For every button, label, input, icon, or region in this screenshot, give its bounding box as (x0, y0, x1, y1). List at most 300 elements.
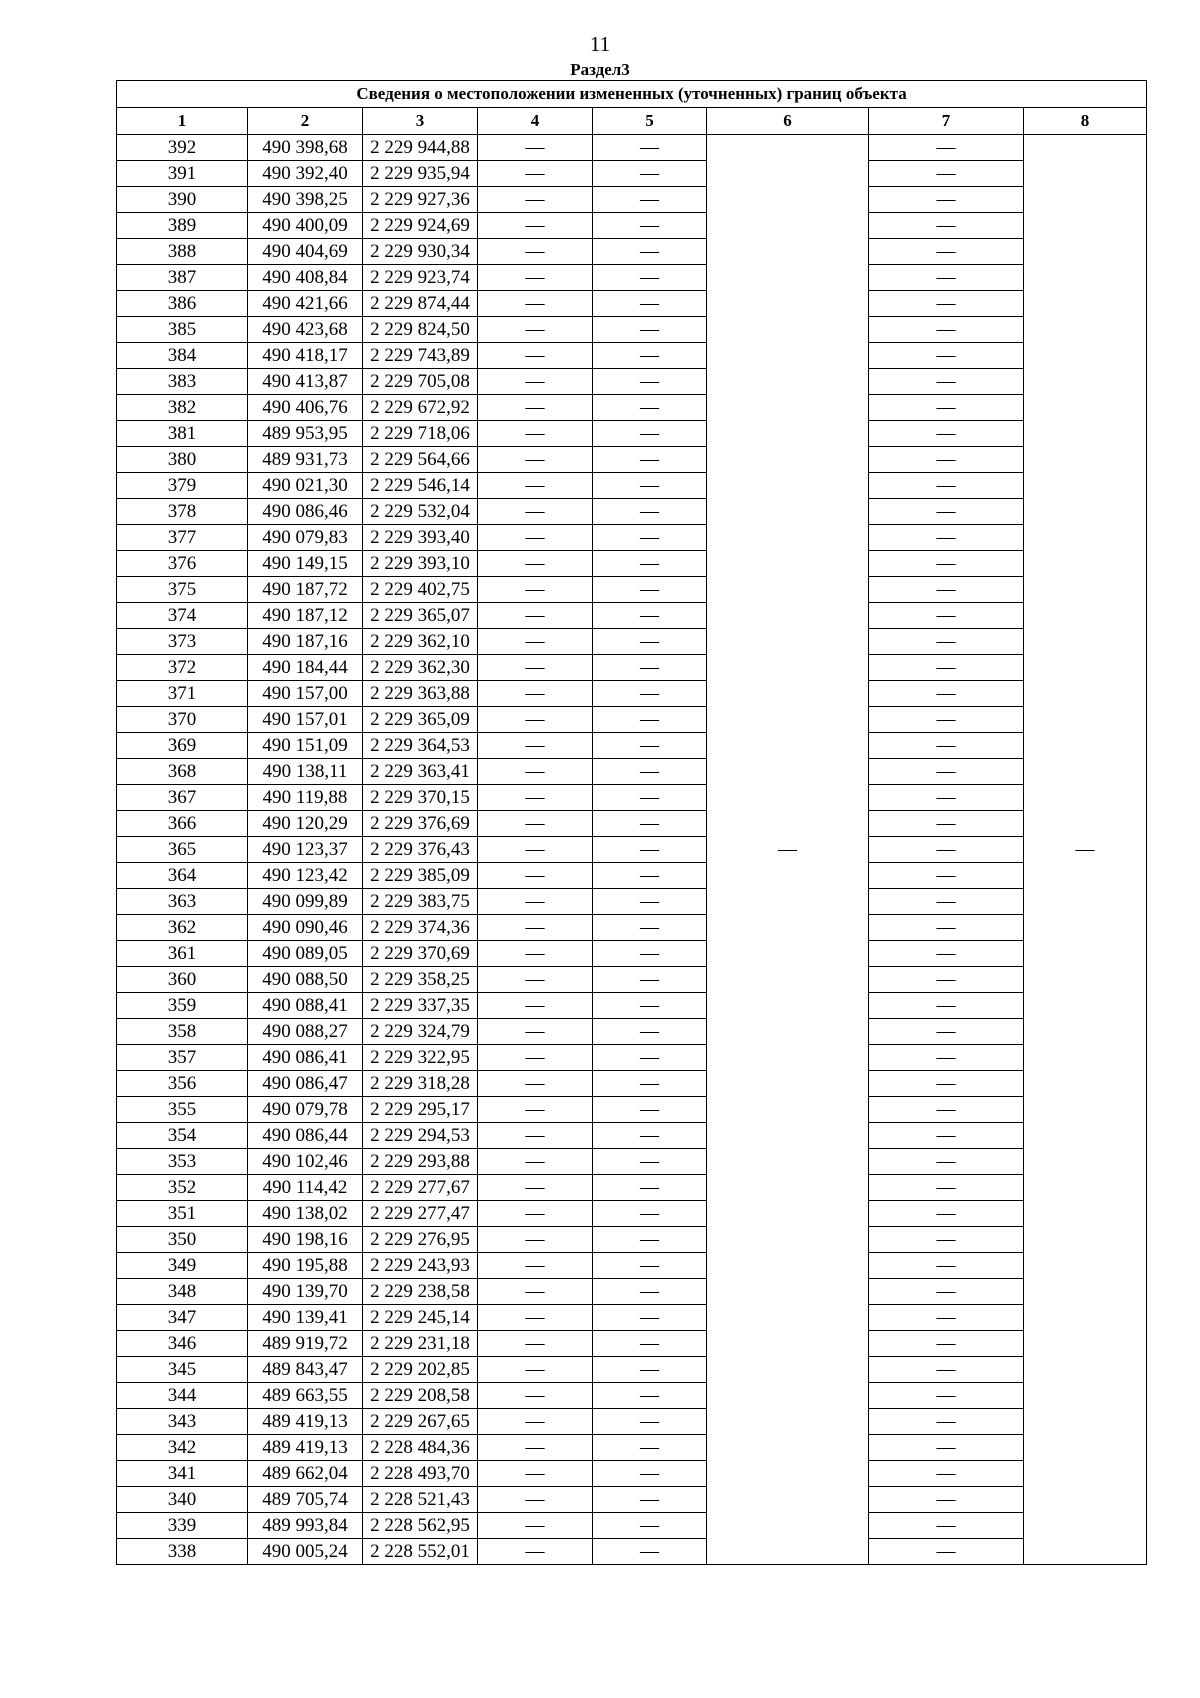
column-header: 1 (117, 108, 248, 135)
x-coordinate-cell: 490 400,09 (248, 213, 363, 239)
col5-cell: — (593, 1279, 707, 1305)
col5-cell: — (593, 473, 707, 499)
point-number-cell: 372 (117, 655, 248, 681)
y-coordinate-cell: 2 229 393,10 (363, 551, 478, 577)
table-row (117, 187, 1147, 213)
point-number-cell: 367 (117, 785, 248, 811)
col7-cell: — (869, 603, 1024, 629)
y-coordinate-cell: 2 229 324,79 (363, 1019, 478, 1045)
point-number-cell: 339 (117, 1513, 248, 1539)
col4-cell: — (478, 447, 593, 473)
col5-cell: — (593, 343, 707, 369)
x-coordinate-cell: 490 079,78 (248, 1097, 363, 1123)
col4-cell: — (478, 525, 593, 551)
col7-cell: — (869, 343, 1024, 369)
point-number-cell: 383 (117, 369, 248, 395)
col5-cell: — (593, 1149, 707, 1175)
x-coordinate-cell: 490 149,15 (248, 551, 363, 577)
col4-cell: — (478, 733, 593, 759)
x-coordinate-cell: 490 089,05 (248, 941, 363, 967)
col7-cell: — (869, 759, 1024, 785)
y-coordinate-cell: 2 229 294,53 (363, 1123, 478, 1149)
y-coordinate-cell: 2 229 564,66 (363, 447, 478, 473)
col7-cell: — (869, 239, 1024, 265)
col7-cell: — (869, 915, 1024, 941)
table-row (117, 551, 1147, 577)
x-coordinate-cell: 490 187,72 (248, 577, 363, 603)
table-row (117, 655, 1147, 681)
table-row (117, 785, 1147, 811)
col7-cell: — (869, 1019, 1024, 1045)
point-number-cell: 359 (117, 993, 248, 1019)
col4-cell: — (478, 941, 593, 967)
col5-cell: — (593, 421, 707, 447)
y-coordinate-cell: 2 229 358,25 (363, 967, 478, 993)
y-coordinate-cell: 2 229 385,09 (363, 863, 478, 889)
y-coordinate-cell: 2 229 370,15 (363, 785, 478, 811)
col7-cell: — (869, 655, 1024, 681)
y-coordinate-cell: 2 229 295,17 (363, 1097, 478, 1123)
y-coordinate-cell: 2 229 546,14 (363, 473, 478, 499)
table-row (117, 1539, 1147, 1565)
col7-cell: — (869, 1149, 1024, 1175)
column-header: 7 (869, 108, 1024, 135)
col5-cell: — (593, 1357, 707, 1383)
point-number-cell: 341 (117, 1461, 248, 1487)
y-coordinate-cell: 2 229 243,93 (363, 1253, 478, 1279)
col5-cell: — (593, 1097, 707, 1123)
point-number-cell: 388 (117, 239, 248, 265)
col7-cell: — (869, 1409, 1024, 1435)
page-number: 11 (589, 32, 611, 56)
table-row (117, 1071, 1147, 1097)
col7-cell: — (869, 1253, 1024, 1279)
point-number-cell: 368 (117, 759, 248, 785)
col5-cell: — (593, 1513, 707, 1539)
col7-cell: — (869, 291, 1024, 317)
col7-cell: — (869, 1461, 1024, 1487)
table-row (117, 941, 1147, 967)
col7-cell: — (869, 889, 1024, 915)
table-row (117, 915, 1147, 941)
col4-cell: — (478, 1149, 593, 1175)
col5-cell: — (593, 395, 707, 421)
table-row (117, 681, 1147, 707)
col5-cell: — (593, 1539, 707, 1565)
col4-cell: — (478, 785, 593, 811)
point-number-cell: 366 (117, 811, 248, 837)
point-number-cell: 390 (117, 187, 248, 213)
y-coordinate-cell: 2 229 930,34 (363, 239, 478, 265)
col4-cell: — (478, 1097, 593, 1123)
point-number-cell: 382 (117, 395, 248, 421)
table-row (117, 265, 1147, 291)
col5-cell: — (593, 213, 707, 239)
point-number-cell: 355 (117, 1097, 248, 1123)
col7-cell: — (869, 1305, 1024, 1331)
point-number-cell: 347 (117, 1305, 248, 1331)
point-number-cell: 352 (117, 1175, 248, 1201)
col4-cell: — (478, 837, 593, 863)
col5-cell: — (593, 759, 707, 785)
col4-cell: — (478, 1487, 593, 1513)
y-coordinate-cell: 2 229 202,85 (363, 1357, 478, 1383)
col4-cell: — (478, 707, 593, 733)
table-row (117, 1149, 1147, 1175)
col5-cell: — (593, 525, 707, 551)
col7-cell: — (869, 1383, 1024, 1409)
col7-cell: — (869, 629, 1024, 655)
y-coordinate-cell: 2 229 322,95 (363, 1045, 478, 1071)
y-coordinate-cell: 2 229 393,40 (363, 525, 478, 551)
col7-cell: — (869, 135, 1024, 161)
x-coordinate-cell: 489 953,95 (248, 421, 363, 447)
col7-cell: — (869, 681, 1024, 707)
x-coordinate-cell: 490 099,89 (248, 889, 363, 915)
table-row (117, 733, 1147, 759)
x-coordinate-cell: 490 120,29 (248, 811, 363, 837)
table-row (117, 291, 1147, 317)
point-number-cell: 387 (117, 265, 248, 291)
y-coordinate-cell: 2 229 238,58 (363, 1279, 478, 1305)
col7-cell: — (869, 1435, 1024, 1461)
x-coordinate-cell: 490 102,46 (248, 1149, 363, 1175)
x-coordinate-cell: 490 086,44 (248, 1123, 363, 1149)
col4-cell: — (478, 1513, 593, 1539)
x-coordinate-cell: 489 663,55 (248, 1383, 363, 1409)
table-row (117, 343, 1147, 369)
x-coordinate-cell: 490 406,76 (248, 395, 363, 421)
point-number-cell: 343 (117, 1409, 248, 1435)
col4-cell: — (478, 655, 593, 681)
col4-cell: — (478, 915, 593, 941)
x-coordinate-cell: 490 404,69 (248, 239, 363, 265)
col5-cell: — (593, 707, 707, 733)
table-row (117, 1461, 1147, 1487)
col4-cell: — (478, 1227, 593, 1253)
col7-cell: — (869, 1331, 1024, 1357)
column-header-row (117, 108, 1147, 135)
table-row (117, 1227, 1147, 1253)
table-row (117, 1019, 1147, 1045)
point-number-cell: 377 (117, 525, 248, 551)
x-coordinate-cell: 490 187,12 (248, 603, 363, 629)
y-coordinate-cell: 2 229 370,69 (363, 941, 478, 967)
col5-cell: — (593, 811, 707, 837)
col5-cell: — (593, 889, 707, 915)
col4-cell: — (478, 1175, 593, 1201)
x-coordinate-cell: 490 088,50 (248, 967, 363, 993)
x-coordinate-cell: 490 198,16 (248, 1227, 363, 1253)
point-number-cell: 345 (117, 1357, 248, 1383)
table-row (117, 1201, 1147, 1227)
point-number-cell: 358 (117, 1019, 248, 1045)
coordinates-table (116, 80, 1147, 1565)
col5-cell: — (593, 967, 707, 993)
y-coordinate-cell: 2 229 245,14 (363, 1305, 478, 1331)
table-row (117, 421, 1147, 447)
col4-cell: — (478, 317, 593, 343)
y-coordinate-cell: 2 228 521,43 (363, 1487, 478, 1513)
col4-cell: — (478, 265, 593, 291)
table-row (117, 993, 1147, 1019)
y-coordinate-cell: 2 229 874,44 (363, 291, 478, 317)
table-row (117, 447, 1147, 473)
x-coordinate-cell: 490 119,88 (248, 785, 363, 811)
col4-cell: — (478, 551, 593, 577)
col4-cell: — (478, 473, 593, 499)
y-coordinate-cell: 2 229 923,74 (363, 265, 478, 291)
x-coordinate-cell: 490 138,11 (248, 759, 363, 785)
col5-cell: — (593, 1331, 707, 1357)
col5-cell: — (593, 1435, 707, 1461)
point-number-cell: 392 (117, 135, 248, 161)
table-caption: Сведения о местоположении измененных (уточненных) границ объекта (117, 81, 1147, 108)
point-number-cell: 381 (117, 421, 248, 447)
y-coordinate-cell: 2 229 277,47 (363, 1201, 478, 1227)
table-row (117, 863, 1147, 889)
col4-cell: — (478, 889, 593, 915)
table-row (117, 889, 1147, 915)
point-number-cell: 380 (117, 447, 248, 473)
col7-cell: — (869, 1201, 1024, 1227)
col5-cell: — (593, 187, 707, 213)
x-coordinate-cell: 490 187,16 (248, 629, 363, 655)
col7-cell: — (869, 1513, 1024, 1539)
x-coordinate-cell: 489 931,73 (248, 447, 363, 473)
table-row (117, 369, 1147, 395)
col7-cell: — (869, 187, 1024, 213)
col5-cell: — (593, 785, 707, 811)
y-coordinate-cell: 2 229 293,88 (363, 1149, 478, 1175)
col5-cell: — (593, 915, 707, 941)
table-row (117, 1045, 1147, 1071)
point-number-cell: 376 (117, 551, 248, 577)
table-row (117, 1097, 1147, 1123)
col7-cell: — (869, 265, 1024, 291)
table-row (117, 577, 1147, 603)
table-row (117, 213, 1147, 239)
column-header: 2 (248, 108, 363, 135)
x-coordinate-cell: 490 157,01 (248, 707, 363, 733)
col4-cell: — (478, 291, 593, 317)
col7-cell: — (869, 1071, 1024, 1097)
x-coordinate-cell: 490 139,41 (248, 1305, 363, 1331)
col7-cell: — (869, 1487, 1024, 1513)
col7-cell: — (869, 1097, 1024, 1123)
col7-cell: — (869, 941, 1024, 967)
y-coordinate-cell: 2 229 363,88 (363, 681, 478, 707)
y-coordinate-cell: 2 229 743,89 (363, 343, 478, 369)
table-row (117, 837, 1147, 863)
col4-cell: — (478, 1019, 593, 1045)
table-row (117, 1331, 1147, 1357)
col5-cell: — (593, 577, 707, 603)
col4-cell: — (478, 343, 593, 369)
col7-cell: — (869, 577, 1024, 603)
x-coordinate-cell: 490 088,27 (248, 1019, 363, 1045)
point-number-cell: 369 (117, 733, 248, 759)
table-row (117, 1383, 1147, 1409)
point-number-cell: 385 (117, 317, 248, 343)
table-row (117, 135, 1147, 161)
col7-cell: — (869, 1045, 1024, 1071)
col5-cell: — (593, 265, 707, 291)
table-row (117, 1279, 1147, 1305)
col7-cell: — (869, 811, 1024, 837)
col4-cell: — (478, 161, 593, 187)
y-coordinate-cell: 2 229 362,30 (363, 655, 478, 681)
point-number-cell: 356 (117, 1071, 248, 1097)
x-coordinate-cell: 490 079,83 (248, 525, 363, 551)
x-coordinate-cell: 490 408,84 (248, 265, 363, 291)
table-row (117, 1513, 1147, 1539)
table-row (117, 1435, 1147, 1461)
point-number-cell: 357 (117, 1045, 248, 1071)
y-coordinate-cell: 2 229 944,88 (363, 135, 478, 161)
col4-cell: — (478, 1253, 593, 1279)
column-header: 3 (363, 108, 478, 135)
col4-cell: — (478, 1357, 593, 1383)
table-row (117, 1357, 1147, 1383)
col5-cell: — (593, 369, 707, 395)
x-coordinate-cell: 490 090,46 (248, 915, 363, 941)
point-number-cell: 344 (117, 1383, 248, 1409)
col5-cell: — (593, 239, 707, 265)
col7-cell: — (869, 421, 1024, 447)
col7-cell: — (869, 161, 1024, 187)
x-coordinate-cell: 490 123,42 (248, 863, 363, 889)
x-coordinate-cell: 490 123,37 (248, 837, 363, 863)
col4-cell: — (478, 1331, 593, 1357)
y-coordinate-cell: 2 229 718,06 (363, 421, 478, 447)
col7-cell: — (869, 447, 1024, 473)
col5-cell: — (593, 1253, 707, 1279)
point-number-cell: 342 (117, 1435, 248, 1461)
point-number-cell: 360 (117, 967, 248, 993)
column-header: 8 (1024, 108, 1147, 135)
x-coordinate-cell: 490 157,00 (248, 681, 363, 707)
col4-cell: — (478, 1305, 593, 1331)
col5-cell: — (593, 941, 707, 967)
col4-cell: — (478, 603, 593, 629)
col7-cell: — (869, 551, 1024, 577)
table-row (117, 967, 1147, 993)
x-coordinate-cell: 490 086,46 (248, 499, 363, 525)
point-number-cell: 346 (117, 1331, 248, 1357)
point-number-cell: 379 (117, 473, 248, 499)
y-coordinate-cell: 2 229 364,53 (363, 733, 478, 759)
col4-cell: — (478, 759, 593, 785)
x-coordinate-cell: 490 005,24 (248, 1539, 363, 1565)
col7-cell: — (869, 967, 1024, 993)
point-number-cell: 373 (117, 629, 248, 655)
point-number-cell: 375 (117, 577, 248, 603)
y-coordinate-cell: 2 228 484,36 (363, 1435, 478, 1461)
x-coordinate-cell: 490 151,09 (248, 733, 363, 759)
col4-cell: — (478, 681, 593, 707)
y-coordinate-cell: 2 229 402,75 (363, 577, 478, 603)
point-number-cell: 364 (117, 863, 248, 889)
col5-cell: — (593, 993, 707, 1019)
col5-cell: — (593, 291, 707, 317)
point-number-cell: 340 (117, 1487, 248, 1513)
point-number-cell: 361 (117, 941, 248, 967)
col5-cell: — (593, 1487, 707, 1513)
x-coordinate-cell: 490 195,88 (248, 1253, 363, 1279)
col5-cell: — (593, 1227, 707, 1253)
table-row (117, 1175, 1147, 1201)
col5-cell: — (593, 1045, 707, 1071)
point-number-cell: 363 (117, 889, 248, 915)
col4-cell: — (478, 967, 593, 993)
col4-cell: — (478, 1071, 593, 1097)
y-coordinate-cell: 2 229 374,36 (363, 915, 478, 941)
col4-cell: — (478, 213, 593, 239)
table-row (117, 1123, 1147, 1149)
col5-cell: — (593, 837, 707, 863)
x-coordinate-cell: 490 021,30 (248, 473, 363, 499)
point-number-cell: 365 (117, 837, 248, 863)
y-coordinate-cell: 2 229 824,50 (363, 317, 478, 343)
y-coordinate-cell: 2 229 376,43 (363, 837, 478, 863)
col7-cell: — (869, 395, 1024, 421)
x-coordinate-cell: 489 843,47 (248, 1357, 363, 1383)
col4-cell: — (478, 239, 593, 265)
point-number-cell: 348 (117, 1279, 248, 1305)
col5-cell: — (593, 863, 707, 889)
point-number-cell: 371 (117, 681, 248, 707)
col4-cell: — (478, 1461, 593, 1487)
x-coordinate-cell: 490 114,42 (248, 1175, 363, 1201)
table-row (117, 499, 1147, 525)
x-coordinate-cell: 489 419,13 (248, 1435, 363, 1461)
y-coordinate-cell: 2 229 383,75 (363, 889, 478, 915)
col4-cell: — (478, 135, 593, 161)
point-number-cell: 350 (117, 1227, 248, 1253)
col5-cell: — (593, 1409, 707, 1435)
y-coordinate-cell: 2 229 935,94 (363, 161, 478, 187)
point-number-cell: 374 (117, 603, 248, 629)
y-coordinate-cell: 2 229 318,28 (363, 1071, 478, 1097)
x-coordinate-cell: 489 993,84 (248, 1513, 363, 1539)
point-number-cell: 353 (117, 1149, 248, 1175)
col4-cell: — (478, 395, 593, 421)
col5-cell: — (593, 1461, 707, 1487)
point-number-cell: 370 (117, 707, 248, 733)
table-body (117, 135, 1147, 1565)
y-coordinate-cell: 2 229 362,10 (363, 629, 478, 655)
col5-cell: — (593, 447, 707, 473)
table-row (117, 811, 1147, 837)
col7-cell: — (869, 785, 1024, 811)
table-row (117, 707, 1147, 733)
x-coordinate-cell: 490 086,41 (248, 1045, 363, 1071)
col4-cell: — (478, 1123, 593, 1149)
col7-cell: — (869, 837, 1024, 863)
col7-cell: — (869, 993, 1024, 1019)
section-title: Раздел3 (570, 60, 630, 79)
col5-cell: — (593, 603, 707, 629)
point-number-cell: 391 (117, 161, 248, 187)
col5-cell: — (593, 1305, 707, 1331)
col5-cell: — (593, 499, 707, 525)
y-coordinate-cell: 2 229 363,41 (363, 759, 478, 785)
x-coordinate-cell: 490 392,40 (248, 161, 363, 187)
col7-cell: — (869, 1539, 1024, 1565)
column-header: 5 (593, 108, 707, 135)
point-number-cell: 354 (117, 1123, 248, 1149)
